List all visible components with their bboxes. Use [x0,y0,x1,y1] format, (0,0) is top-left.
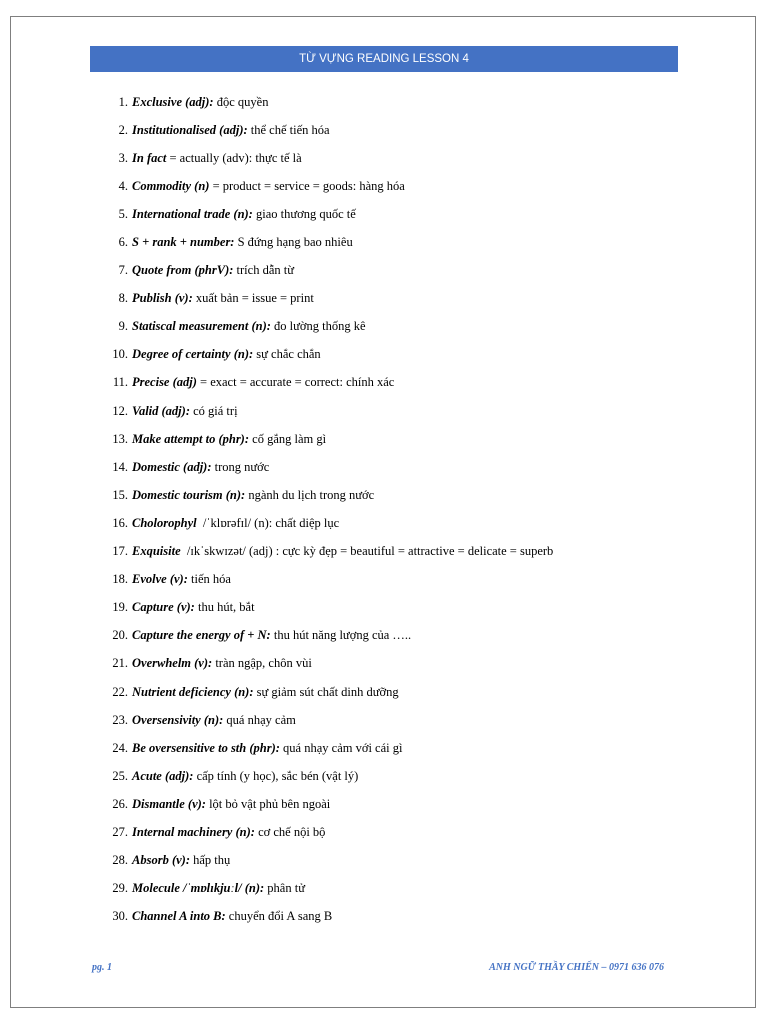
vocab-term: Institutionalised (adj): [132,122,248,137]
item-number: 17. [112,544,128,559]
vocab-item [90,538,690,566]
vocab-definition: sự chắc chắn [253,347,321,362]
vocab-term: Internal machinery (n): [132,824,255,839]
vocab-definition: thu hút, bắt [194,600,255,615]
vocab-definition: lột bỏ vật phủ bên ngoài [205,796,331,811]
vocab-definition: thu hút năng lượng của ….. [270,628,412,643]
vocab-item [90,172,690,200]
vocab-item [90,847,690,875]
vocab-item [90,257,690,285]
item-number: 24. [112,740,128,755]
vocab-term: Cholorophyl [132,515,197,530]
document-title-banner [90,46,678,72]
item-number: 8. [118,291,128,306]
vocab-item [90,397,690,425]
vocab-definition: chuyển đổi A sang B [225,909,333,924]
vocab-item [90,818,690,846]
vocab-item [90,678,690,706]
vocab-item [90,453,690,481]
vocab-term: Molecule /ˈmɒlɪkjuːl/ (n): [132,881,265,896]
item-number: 30. [112,909,128,924]
vocab-term: Overwhelm (v): [132,656,213,671]
vocab-definition: có giá trị [189,403,238,418]
document-title: TỪ VỰNG READING LESSON 4 [299,53,469,65]
vocab-item [90,566,690,594]
vocab-definition: tràn ngập, chôn vùi [212,656,312,671]
vocab-definition: xuất bản = issue = print [192,291,314,306]
vocabulary-list [90,88,690,931]
vocab-item [90,762,690,790]
vocab-definition: quá nhạy cảm với cái gì [279,740,403,755]
item-number: 6. [118,235,128,250]
item-number: 19. [112,600,128,615]
vocab-item [90,313,690,341]
vocab-definition: cơ chế nội bộ [254,824,326,839]
vocab-term: S + rank + number: [132,235,235,250]
item-number: 16. [112,515,128,530]
vocab-definition: sự giảm sút chất dinh dưỡng [253,684,399,699]
vocab-item [90,903,690,931]
vocab-definition: tiến hóa [187,572,231,587]
item-number: 28. [112,853,128,868]
vocab-term: Absorb (v): [132,853,190,868]
page-number: pg. 1 [92,962,112,973]
item-number: 23. [112,712,128,727]
vocab-definition: giao thương quốc tế [252,206,356,221]
vocab-item [90,650,690,678]
vocab-definition: quá nhạy cảm [223,712,296,727]
vocab-definition: = actually (adv): thực tế là [166,150,302,165]
vocab-term: Domestic (adj): [132,459,212,474]
item-number: 1. [118,94,128,109]
vocab-term: Statiscal measurement (n): [132,319,271,334]
vocab-item [90,285,690,313]
vocab-definition: hấp thụ [189,853,231,868]
item-number: 4. [118,178,128,193]
vocab-item [90,706,690,734]
item-number: 11. [112,375,128,390]
vocab-item [90,509,690,537]
vocab-term: Capture (v): [132,600,195,615]
vocab-term: Exquisite [132,544,181,559]
vocab-term: Channel A into B: [132,909,226,924]
vocab-definition: trong nước [211,459,270,474]
footer-brand: ANH NGỮ THẦY CHIẾN – 0971 636 076 [489,962,664,973]
item-number: 22. [112,684,128,699]
item-number: 26. [112,796,128,811]
vocab-item [90,200,690,228]
item-number: 3. [118,150,128,165]
vocab-term: Quote from (phrV): [132,263,234,278]
vocab-term: Make attempt to (phr): [132,431,250,446]
vocab-definition: phân tử [264,881,305,896]
vocab-definition: trích dẫn từ [233,263,294,278]
vocab-term: Evolve (v): [132,572,188,587]
vocab-term: Publish (v): [132,291,193,306]
vocab-term: Nutrient deficiency (n): [132,684,254,699]
vocab-item [90,790,690,818]
vocab-term: Precise (adj) [132,375,197,390]
vocab-item [90,875,690,903]
vocab-term: Be oversensitive to sth (phr): [132,740,280,755]
item-number: 21. [112,656,128,671]
vocab-term: Acute (adj): [132,768,194,783]
vocab-definition: = product = service = goods: hàng hóa [209,178,405,193]
vocab-definition: /ˈklɒrəfɪl/ (n): chất diệp lục [196,515,340,530]
vocab-definition: = exact = accurate = correct: chính xác [196,375,395,390]
vocab-term: Valid (adj): [132,403,190,418]
vocab-definition: đo lường thống kê [270,319,366,334]
vocab-item [90,228,690,256]
item-number: 7. [118,263,128,278]
vocab-item [90,734,690,762]
item-number: 29. [112,881,128,896]
vocab-definition: độc quyền [213,94,269,109]
item-number: 2. [118,122,128,137]
vocab-term: Commodity (n) [132,178,210,193]
vocab-term: Dismantle (v): [132,796,206,811]
vocab-term: International trade (n): [132,206,253,221]
vocab-item [90,369,690,397]
vocab-definition: thể chế tiến hóa [247,122,330,137]
vocab-definition: cấp tính (y học), sắc bén (vật lý) [193,768,359,783]
vocab-item [90,88,690,116]
item-number: 9. [118,319,128,334]
vocab-term: Exclusive (adj): [132,94,214,109]
item-number: 5. [118,206,128,221]
vocab-definition: cố gắng làm gì [249,431,327,446]
item-number: 13. [112,431,128,446]
item-number: 15. [112,487,128,502]
vocab-definition: /ɪkˈskwɪzət/ (adj) : cực kỳ đẹp = beautiful = attractive = delicate = superb [180,544,554,559]
vocab-item [90,144,690,172]
vocab-item [90,116,690,144]
vocab-item [90,594,690,622]
vocab-item [90,425,690,453]
vocab-term: In fact [132,150,167,165]
vocab-term: Domestic tourism (n): [132,487,246,502]
item-number: 18. [112,572,128,587]
item-number: 10. [112,347,128,362]
vocab-term: Degree of certainty (n): [132,347,254,362]
vocab-item [90,622,690,650]
item-number: 14. [112,459,128,474]
item-number: 25. [112,768,128,783]
item-number: 20. [112,628,128,643]
vocab-definition: ngành du lịch trong nước [245,487,375,502]
vocab-term: Capture the energy of + N: [132,628,271,643]
vocab-definition: S đứng hạng bao nhiêu [234,235,353,250]
item-number: 27. [112,824,128,839]
vocab-term: Oversensivity (n): [132,712,224,727]
vocab-item [90,481,690,509]
item-number: 12. [112,403,128,418]
vocab-item [90,341,690,369]
